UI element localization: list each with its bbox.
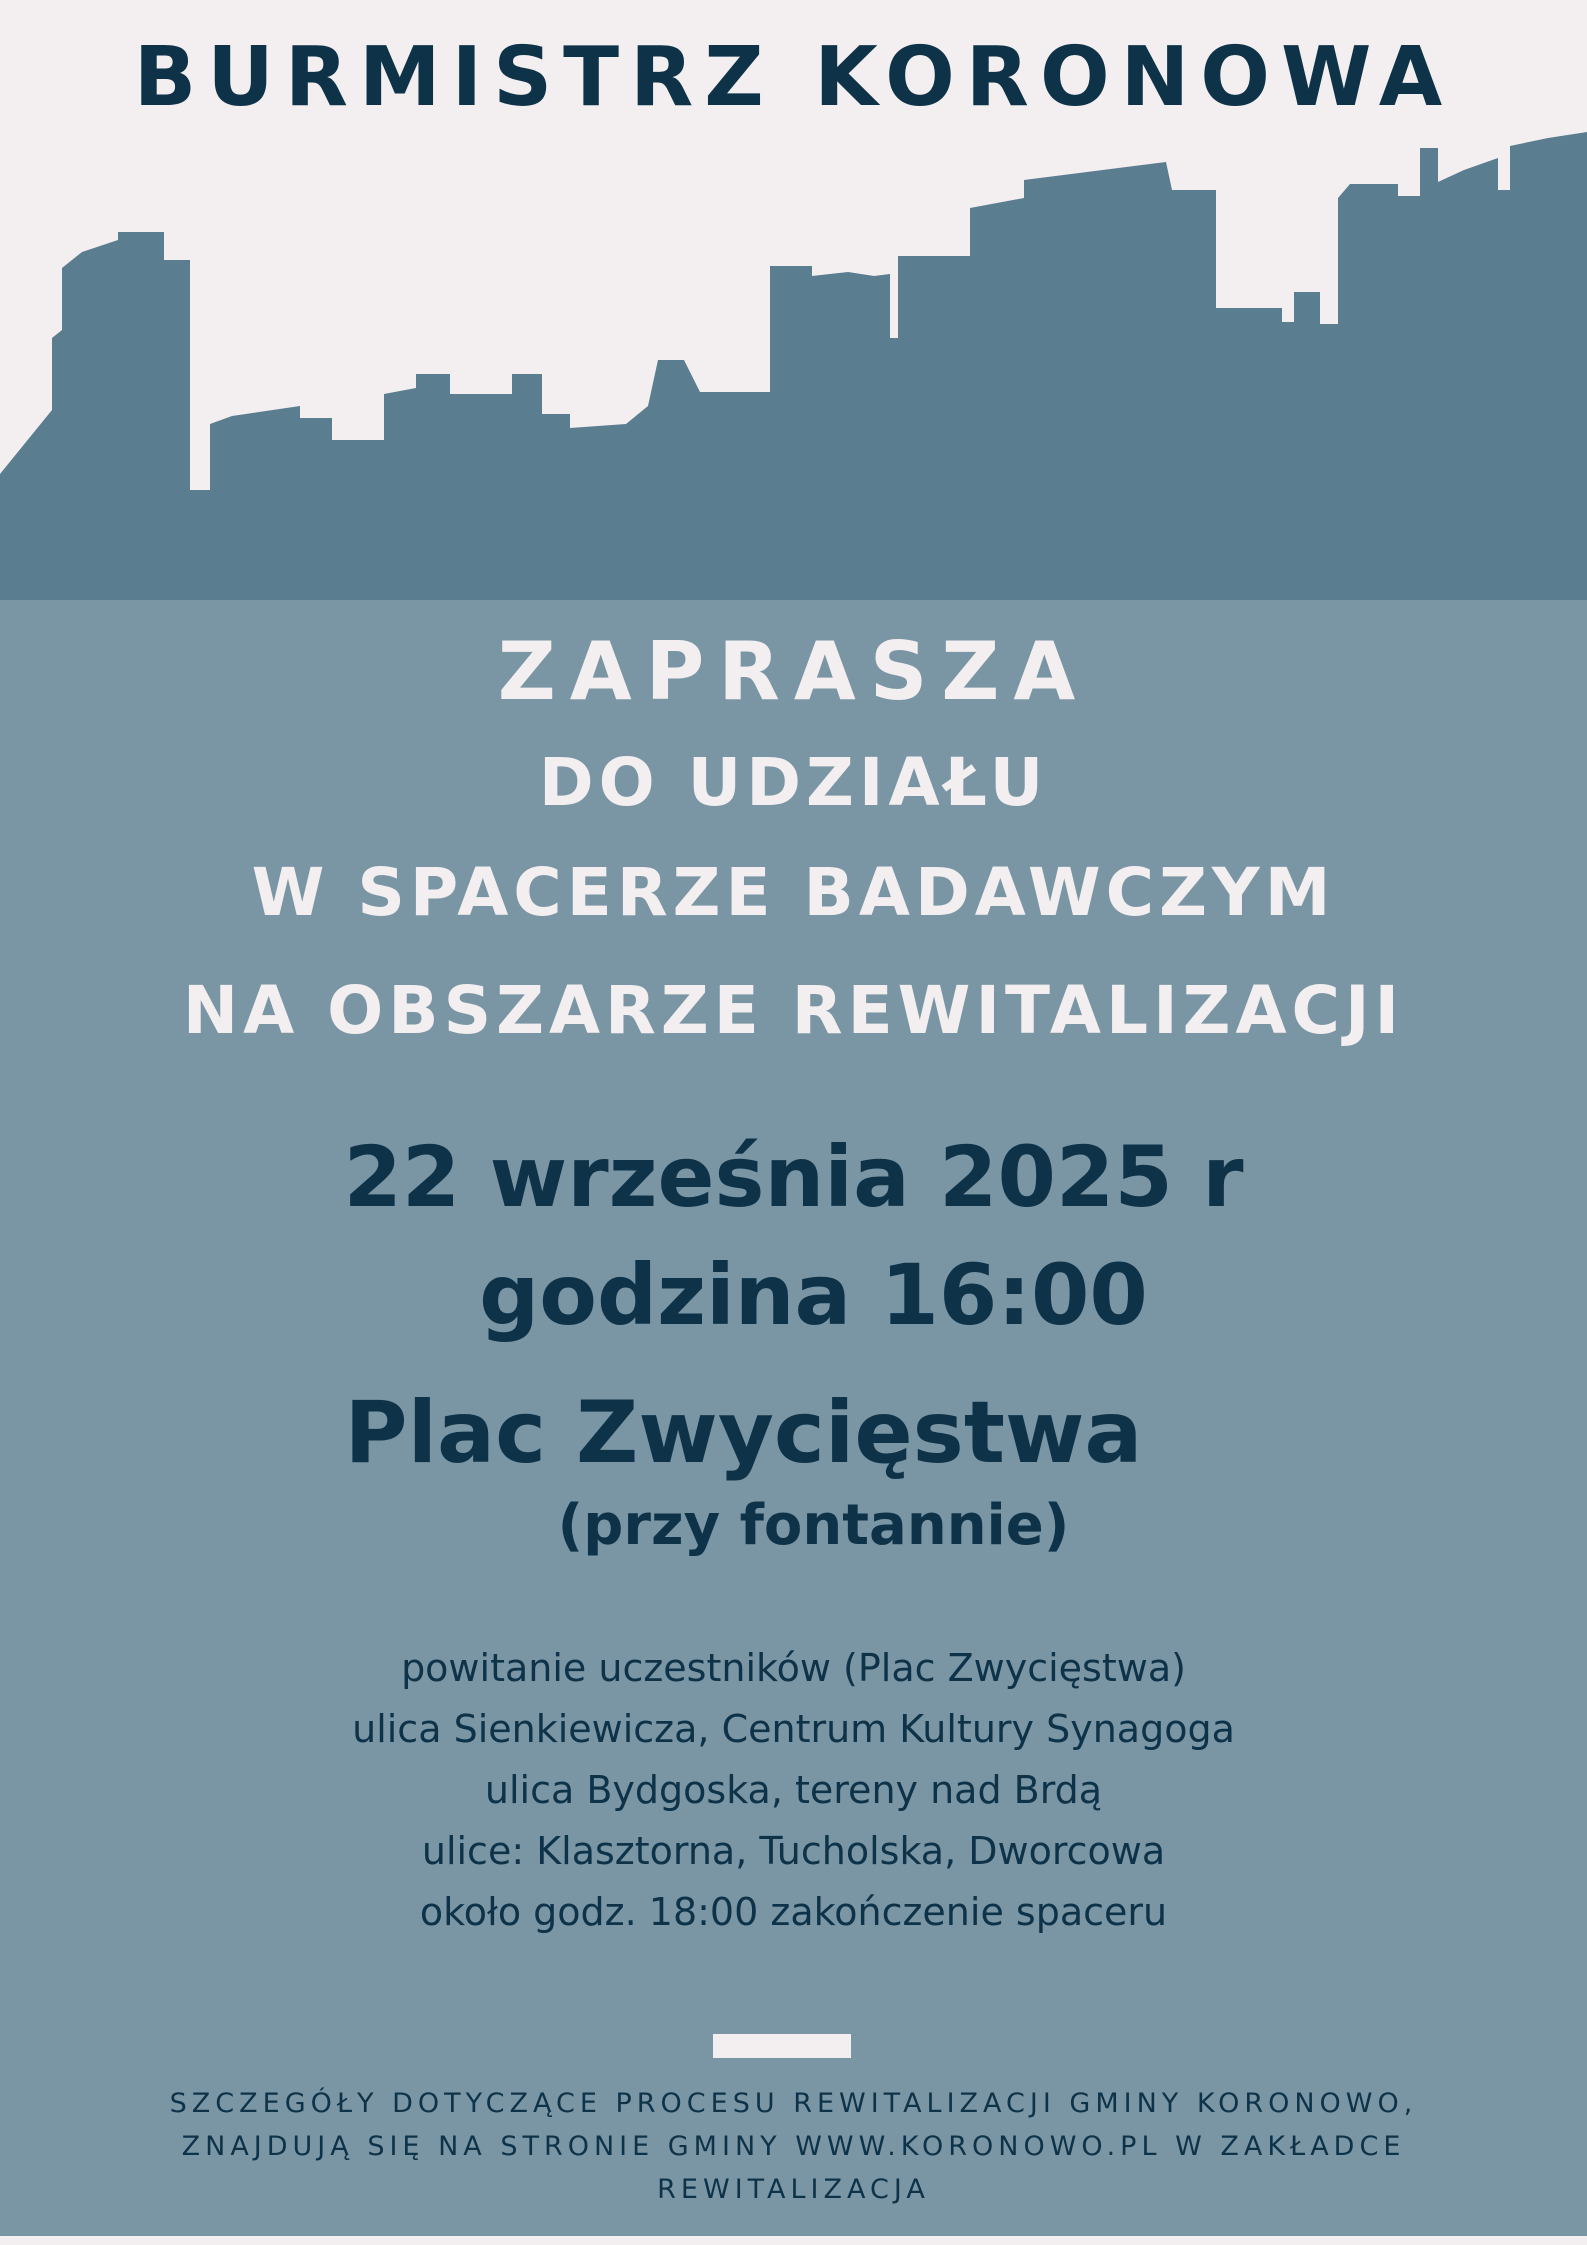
event-time: godzina 16:00 bbox=[479, 1246, 1148, 1344]
footer-line: REWITALIZACJA bbox=[657, 2174, 930, 2205]
event-date: 22 września 2025 r bbox=[343, 1128, 1244, 1226]
footer-note bbox=[0, 2082, 1587, 2211]
invitation-line-walk: W SPACERZE BADAWCZYM bbox=[251, 854, 1336, 931]
invitation-line-area: NA OBSZARZE REWITALIZACJI bbox=[182, 972, 1405, 1049]
header-title: BURMISTRZ KORONOWA bbox=[133, 30, 1454, 125]
itinerary-item: ulica Sienkiewicza, Centrum Kultury Synagoga bbox=[352, 1707, 1235, 1751]
footer-line: SZCZEGÓŁY DOTYCZĄCE PROCESU REWITALIZACJI GMINY KORONOWO, bbox=[169, 2088, 1418, 2119]
event-place-note: (przy fontannie) bbox=[557, 1493, 1070, 1558]
invitation-line-participation: DO UDZIAŁU bbox=[538, 744, 1049, 821]
itinerary-item: powitanie uczestników (Plac Zwycięstwa) bbox=[401, 1646, 1186, 1690]
event-place: Plac Zwycięstwa bbox=[344, 1383, 1143, 1483]
itinerary-list bbox=[0, 1638, 1587, 1943]
footer-line: ZNAJDUJĄ SIĘ NA STRONIE GMINY WWW.KORONOWO.PL W ZAKŁADCE bbox=[181, 2131, 1406, 2162]
itinerary-item: ulica Bydgoska, tereny nad Brdą bbox=[484, 1768, 1103, 1812]
bottom-border bbox=[0, 2236, 1587, 2245]
itinerary-item: około godz. 18:00 zakończenie spaceru bbox=[419, 1890, 1168, 1934]
itinerary-item: ulice: Klasztorna, Tucholska, Dworcowa bbox=[421, 1829, 1166, 1873]
invitation-headline: ZAPRASZA bbox=[497, 625, 1090, 718]
divider-bar bbox=[713, 2034, 851, 2058]
